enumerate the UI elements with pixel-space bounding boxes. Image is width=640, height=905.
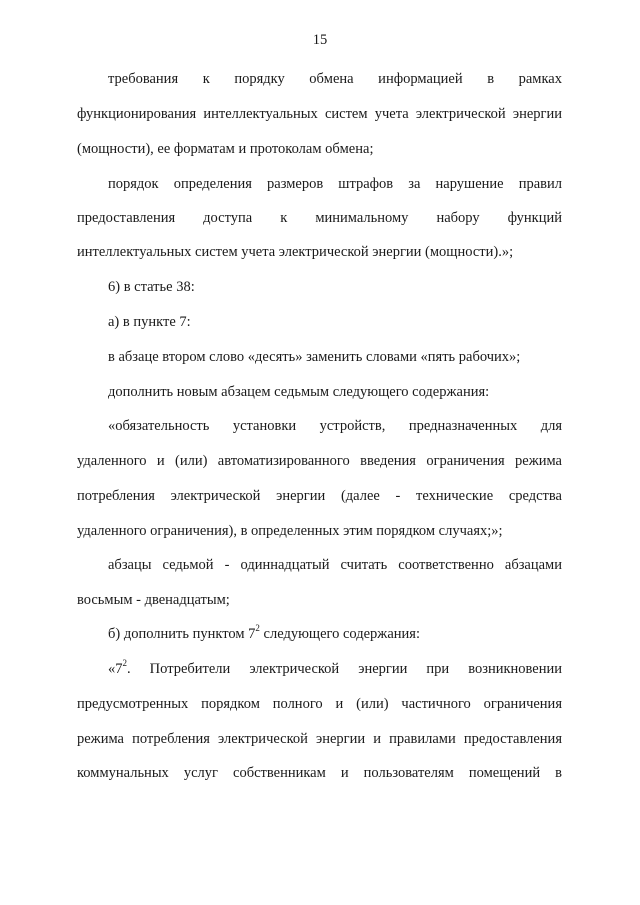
text-line: дополнить новым абзацем седьмым следующего содержания: [108,384,490,400]
text-line: абзацы седьмой - одиннадцатый считать соответственно абзацами [108,557,562,573]
text-fragment: «7 [108,661,123,677]
text-line: предоставления доступа к минимальному набору функций [77,210,562,226]
text-line: (мощности), ее форматам и протоколам обмена; [77,141,374,157]
superscript: 2 [255,623,260,634]
text-line: в абзаце втором слово «десять» заменить словами «пять рабочих»; [108,349,521,365]
text-line: удаленного и (или) автоматизированного введения ограничения режима [77,453,562,469]
text-line: порядок определения размеров штрафов за нарушение правил [108,176,562,192]
page-number: 15 [312,32,328,48]
text-line: 6) в статье 38: [108,279,195,295]
text-line: режима потребления электрической энергии и правилами предоставления [77,731,562,747]
text-line [108,660,562,678]
text-fragment: следующего содержания: [259,626,420,642]
text-line [108,625,420,643]
text-fragment: б) дополнить пунктом 7 [108,626,256,642]
text-line: коммунальных услуг собственникам и пользователям помещений в [77,765,562,781]
text-line: удаленного ограничения), в определенных этим порядком случаях;»; [77,523,503,539]
text-line: требования к порядку обмена информацией в рамках [108,71,562,87]
text-line: а) в пункте 7: [108,314,191,330]
text-line: предусмотренных порядком полного и (или) частичного ограничения [77,696,562,712]
text-line: функционирования интеллектуальных систем учета электрической энергии [77,106,562,122]
text-fragment: . Потребители электрической энергии при возникновении [127,661,562,677]
text-line: «обязательность установки устройств, предназначенных для [108,418,562,434]
text-line: потребления электрической энергии (далее - технические средства [77,488,562,504]
text-line: интеллектуальных систем учета электрической энергии (мощности).»; [77,244,514,260]
text-line: восьмым - двенадцатым; [77,592,230,608]
superscript: 2 [122,658,127,669]
